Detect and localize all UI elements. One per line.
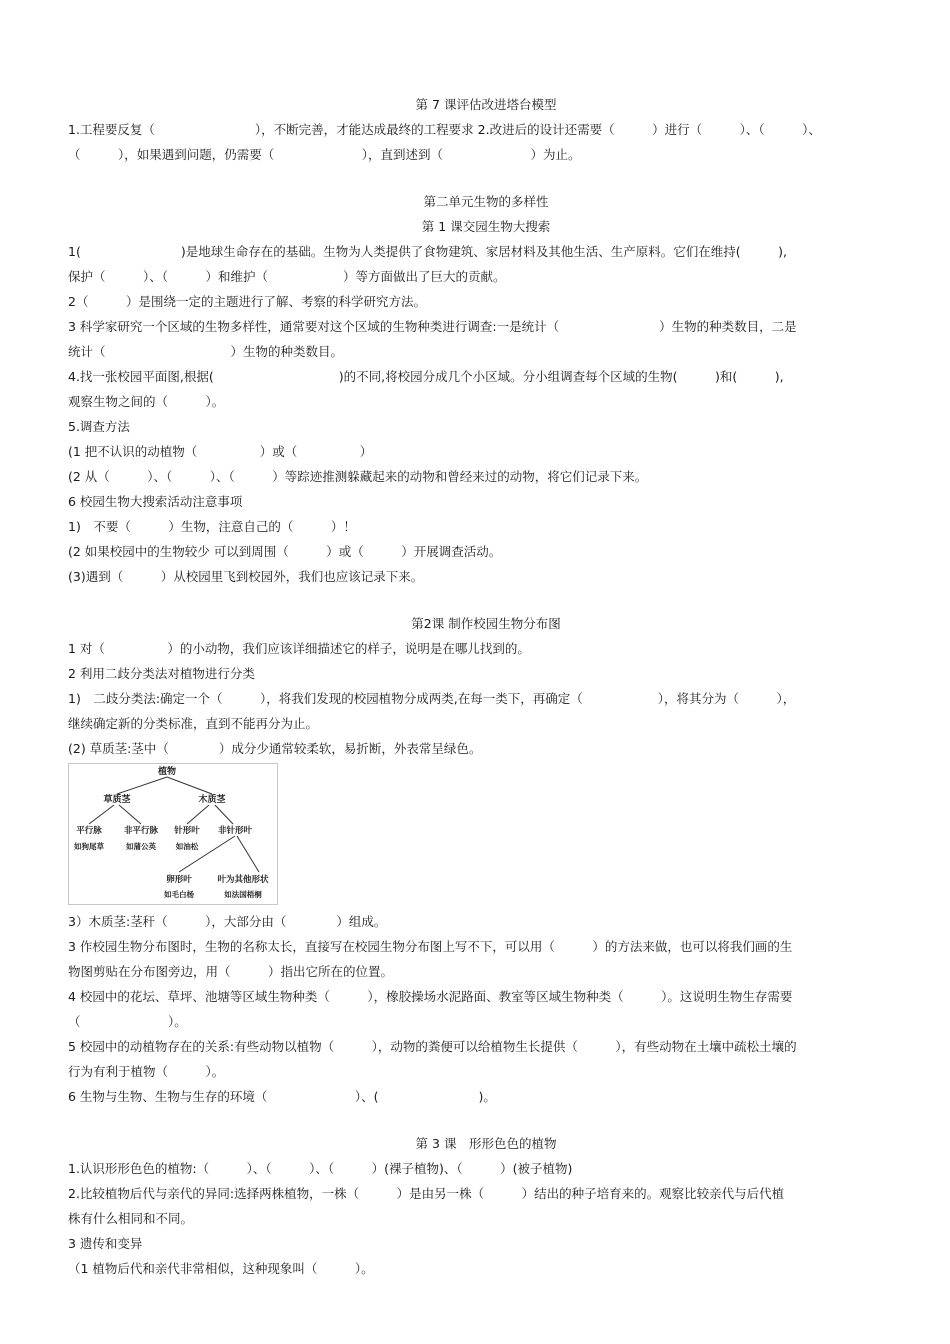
- lesson2-line: (2) 草质茎:茎中（ ）成分少通常较柔软，易折断，外表常呈绿色。: [68, 741, 482, 756]
- lesson1-line: 统计（ ）生物的种类数目。: [68, 344, 344, 359]
- tree-node-oval: 卵形叶: [166, 875, 192, 885]
- lesson1-line: (3)遇到（ ）从校园里飞到校园外，我们也应该记录下来。: [68, 569, 424, 584]
- lesson2-line: 4 校园中的花坛、草坪、池塘等区域生物种类（ ），橡胶操场水泥路面、教室等区域生物种类（ ）。这说明生物生存需要: [68, 989, 793, 1004]
- tree-node-wood: 木质茎: [198, 795, 226, 805]
- lesson1-line: 2（ ）是围绕一定的主题进行了解、考察的科学研究方法。: [68, 294, 426, 309]
- lesson2-line: 1) 二歧分类法:确定一个（ ），将我们发现的校园植物分成两类,在每一类下，再确定（ ），将其分为（ ），: [68, 691, 796, 706]
- lesson7-title: 第 7 课评估改进塔台模型: [415, 97, 557, 112]
- lesson2-line: 6 生物与生物、生物与生存的环境（ ）、( )。: [68, 1089, 496, 1104]
- tree-node-nonneedle: 非针形叶: [217, 826, 253, 836]
- classification-tree-diagram: [68, 763, 278, 905]
- tree-example-nonparallel: 如蒲公英: [126, 842, 156, 851]
- lesson1-line: (1 把不认识的动植物（ ）或（ ）: [68, 444, 373, 459]
- tree-connectors: [89, 777, 259, 872]
- edge-herb-parallel: [89, 805, 114, 824]
- edge-root-herb: [117, 777, 167, 794]
- edge-herb-nonparallel: [119, 805, 141, 824]
- lesson1-line: 1) 不要（ ）生物，注意自己的（ ）！: [68, 519, 356, 534]
- lesson3-line: 3 遗传和变异: [68, 1236, 143, 1251]
- lesson3-line: （1 植物后代和亲代非常相似，这种现象叫（ ）。: [68, 1261, 374, 1276]
- lesson7-paragraph-line: 1.工程要反复（ ），不断完善，才能达成最终的工程要求 2.改进后的设计还需要（ ）进行（ ）、（ ）、: [68, 122, 821, 137]
- tree-example-other: 如法国梧桐: [224, 890, 262, 899]
- lesson1-line: 观察生物之间的（ ）。: [68, 394, 225, 409]
- tree-node-parallel: 平行脉: [76, 826, 102, 836]
- lesson2-line: 3）木质茎:茎秆（ ），大部分由（ ）组成。: [68, 914, 387, 929]
- edge-wood-needle: [187, 805, 209, 824]
- lesson3-title: 第 3 课 形形色色的植物: [415, 1136, 557, 1151]
- tree-node-root: 植物: [157, 767, 177, 777]
- lesson2-line: 继续确定新的分类标准，直到不能再分为止。: [68, 716, 319, 731]
- edge-nonneedle-other: [237, 836, 259, 872]
- tree-node-herb: 草质茎: [103, 795, 131, 805]
- lesson3-line: 1.认识形形色色的植物:（ ）、（ ）、（ ）(裸子植物)、（ ）(被子植物): [68, 1161, 573, 1176]
- unit2-title: 第二单元生物的多样性: [423, 194, 549, 209]
- lesson1-title: 第 1 课交园生物大搜索: [421, 219, 551, 234]
- tree-example-oval: 如毛白杨: [164, 890, 194, 899]
- lesson1-line: 6 校园生物大搜索活动注意事项: [68, 494, 243, 509]
- tree-example-parallel: 如狗尾草: [74, 842, 104, 851]
- tree-node-other: 叶为其他形状: [217, 875, 269, 885]
- lesson3-line: 2.比较植物后代与亲代的异同:选择两株植物，一株（ ）是由另一株（ ）结出的种子培育来的。观察比较亲代与后代植: [68, 1186, 785, 1201]
- lesson2-line: 3 作校园生物分布图时，生物的名称太长，直接写在校园生物分布图上写不下，可以用（ ）的方法来做，也可以将我们画的生: [68, 939, 793, 954]
- edge-root-wood: [167, 777, 212, 794]
- lesson2-title: 第2课 制作校园生物分布图: [411, 616, 561, 631]
- lesson3-line: 株有什么相同和不同。: [68, 1211, 194, 1226]
- tree-example-needle: 如油松: [175, 842, 199, 851]
- lesson2-line: 5 校园中的动植物存在的关系:有些动物以植物（ ），动物的粪便可以给植物生长提供（ ），有些动物在土壤中疏松土壤的: [68, 1039, 797, 1054]
- lesson1-line: 4.找一张校园平面图,根据( )的不同,将校园分成几个小区域。分小组调查每个区域的生物( )和( ),: [68, 369, 784, 384]
- lesson2-line: 2 利用二歧分类法对植物进行分类: [68, 666, 255, 681]
- tree-node-nonparallel: 非平行脉: [123, 826, 159, 836]
- lesson1-line: 3 科学家研究一个区域的生物多样性，通常要对这个区域的生物种类进行调查:一是统计（ ）生物的种类数目，二是: [68, 319, 797, 334]
- document-page: [68, 92, 904, 1281]
- lesson1-line: (2 如果校园中的生物较少 可以到周围（ ）或（ ）开展调查活动。: [68, 544, 502, 559]
- tree-node-needle: 针形叶: [174, 826, 200, 836]
- lesson2-line: （ ）。: [68, 1014, 187, 1029]
- lesson1-line: 1( )是地球生命存在的基础。生物为人类提供了食物建筑、家居材料及其他生活、生产原料。它们在维持( ),: [68, 244, 787, 259]
- lesson2-line: 1 对（ ）的小动物，我们应该详细描述它的样子，说明是在哪儿找到的。: [68, 641, 530, 656]
- lesson1-line: (2 从（ ）、（ ）、（ ）等踪迹推测躲藏起来的动物和曾经来过的动物，将它们记录下来。: [68, 469, 648, 484]
- classification-tree-svg: [69, 764, 277, 904]
- lesson7-paragraph-line: （ ），如果遇到问题，仍需要（ ），直到述到（ ）为止。: [68, 147, 581, 162]
- lesson2-line: 行为有利于植物（ ）。: [68, 1064, 225, 1079]
- edge-wood-nonneedle: [215, 805, 233, 824]
- lesson1-line: 保护（ ）、（ ）和维护（ ）等方面做出了巨大的贡献。: [68, 269, 506, 284]
- lesson1-line: 5.调查方法: [68, 419, 130, 434]
- lesson2-line: 物图剪贴在分布图旁边，用（ ）指出它所在的位置。: [68, 964, 394, 979]
